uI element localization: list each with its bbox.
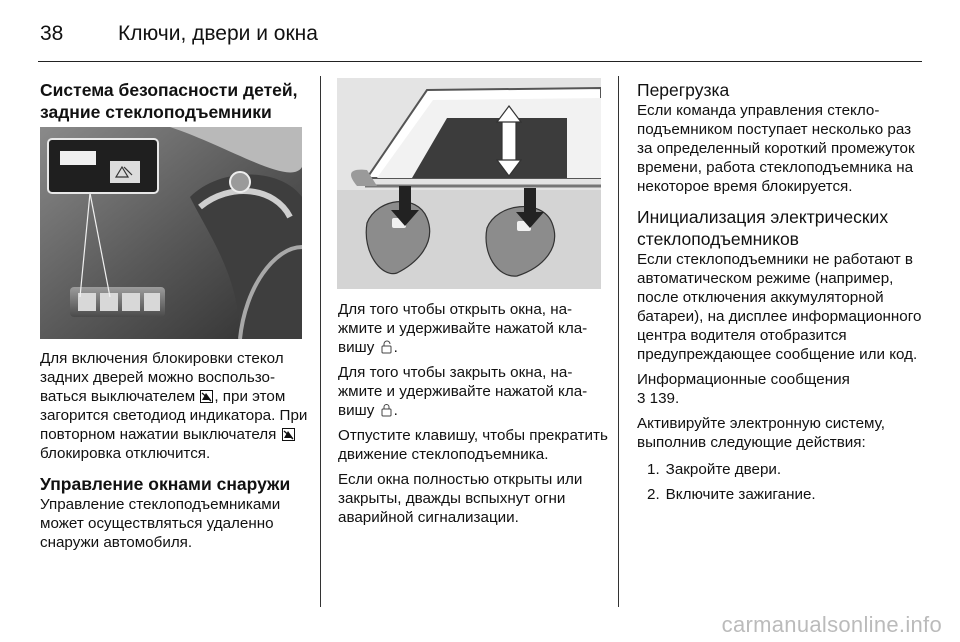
close-windows-paragraph — [338, 363, 610, 420]
column-2 — [338, 300, 610, 527]
overload-paragraph: Если команда управления стеклоподъемником поступает несколько раз за определенный короткий промежуток времени, работа стеклоподъемника на некоторое время блокируется. — [637, 102, 915, 195]
column-1 — [40, 79, 310, 123]
page-number: 38 — [40, 22, 64, 45]
close-windows-period: . — [393, 402, 398, 419]
overload-heading: Перегрузка — [637, 80, 730, 100]
window-lock-icon — [200, 389, 213, 402]
step-text: Включите зажигание. — [665, 486, 816, 503]
column-3 — [637, 79, 927, 510]
remote-windows-paragraph: Управление стеклоподъемниками может осуществляться удаленно снаружи автомобиля. — [40, 496, 281, 551]
page-reference[interactable]: 3 139. — [637, 390, 680, 407]
section-heading-child-safety: Система безопасности детей, задние стеклоподъемники — [40, 80, 298, 122]
list-item — [637, 460, 927, 479]
release-key-paragraph: Отпустите клавишу, чтобы прекратить движение стеклоподъемника. — [338, 427, 608, 463]
open-windows-text: Для того чтобы открыть окна, нажмите и удерживайте нажатой клавишу — [338, 301, 588, 356]
open-windows-paragraph — [338, 300, 610, 357]
column-divider-2 — [618, 76, 619, 607]
unlock-key-icon — [380, 340, 393, 353]
door-switch-illustration — [40, 127, 302, 339]
child-lock-paragraph — [40, 349, 312, 463]
lock-key-icon — [380, 403, 393, 416]
step-number: 2. — [647, 486, 660, 503]
column-1-body — [40, 349, 312, 552]
init-heading: Инициализация электрических стеклоподъемников — [637, 207, 889, 249]
activate-paragraph: Активируйте электронную систему, выполнив следующие действия: — [637, 415, 885, 451]
column-divider-1 — [320, 76, 321, 607]
remote-window-illustration — [337, 78, 601, 289]
info-messages-text: Информационные сообщения — [637, 371, 850, 388]
open-windows-period: . — [393, 339, 398, 356]
page-title: Ключи, двери и окна — [118, 22, 318, 45]
list-item — [637, 485, 927, 504]
step-number: 1. — [647, 461, 660, 478]
child-lock-text-c: блокировка отключится. — [40, 445, 211, 462]
window-lock-icon — [282, 427, 295, 440]
section-heading-remote-windows: Управление окнами снаружи — [40, 474, 291, 494]
steps-list — [637, 460, 927, 504]
init-paragraph: Если стеклоподъемники не работают в автоматическом режиме (например, после отключения аккумуляторной батареи), на дисплее информационного центра водителя отобразится предупреждающее сообщение или код. — [637, 251, 922, 363]
watermark: carmanualsonline.info — [721, 612, 942, 637]
close-windows-text: Для того чтобы закрыть окна, нажмите и удерживайте нажатой клавишу — [338, 364, 588, 419]
step-text: Закройте двери. — [665, 461, 782, 478]
hazard-flash-paragraph: Если окна полностью открыты или закрыты, дважды вспыхнут огни аварийной сигнализации. — [338, 471, 583, 526]
child-lock-text-a: Для включения блокировки стекол задних дверей можно воспользоваться выключателем — [40, 350, 284, 405]
child-lock-text-b: , при этом загорится светодиод индикатора. При повторном нажатии выключателя — [40, 388, 308, 443]
remote-window-drawing — [337, 78, 601, 289]
header-divider — [38, 61, 922, 62]
door-switch-drawing — [40, 127, 302, 339]
